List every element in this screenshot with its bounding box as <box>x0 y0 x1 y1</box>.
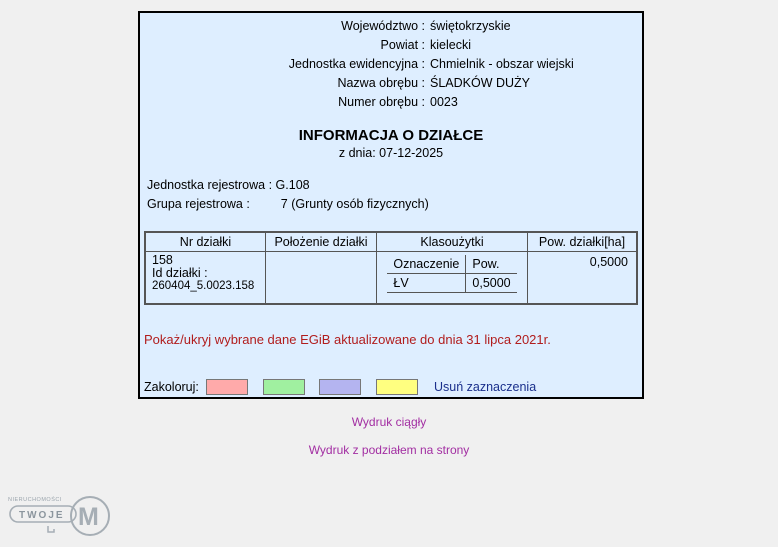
cell-plot-area: 0,5000 <box>528 252 638 305</box>
registration-unit <box>147 178 310 192</box>
cell-plot-number <box>145 252 266 305</box>
clear-selection-link[interactable]: Usuń zaznaczenia <box>434 380 537 394</box>
header-value: Chmielnik - obszar wiejski <box>430 57 574 71</box>
land-class-area: 0,5000 <box>466 274 517 293</box>
logo-word: TWOJE <box>19 510 65 521</box>
land-class-designation: ŁV <box>387 274 466 293</box>
header-row-county <box>140 36 642 54</box>
page-title: INFORMACJA O DZIAŁCE <box>298 127 484 144</box>
header-value: świętokrzyskie <box>430 19 511 33</box>
table-row <box>145 252 637 305</box>
registration-group-label: Grupa rejestrowa : <box>147 197 250 211</box>
header-row-precinct-name <box>140 74 642 92</box>
color-swatch-green[interactable] <box>263 379 305 395</box>
plots-table <box>144 231 638 305</box>
registration-unit-label: Jednostka rejestrowa : <box>147 178 273 192</box>
page-date: z dnia: 07-12-2025 <box>338 146 444 160</box>
color-swatch-yellow[interactable] <box>376 379 418 395</box>
header-label: Nazwa obrębu : <box>337 76 425 90</box>
land-class-header-area: Pow. <box>466 255 517 274</box>
column-header-location: Położenie działki <box>266 232 377 252</box>
plot-info-panel <box>138 11 644 399</box>
registration-group <box>147 197 429 211</box>
column-header-nr: Nr działki <box>145 232 266 252</box>
header-value: kielecki <box>430 38 471 52</box>
header-value: ŚLADKÓW DUŻY <box>430 76 531 90</box>
logo-small-text: NIERUCHOMOŚCI <box>8 497 62 503</box>
table-header-row <box>145 232 637 252</box>
header-label: Jednostka ewidencyjna : <box>288 57 425 71</box>
color-swatch-red[interactable] <box>206 379 248 395</box>
header-row-voivodeship <box>140 17 642 35</box>
land-class-row <box>387 274 516 293</box>
column-header-land-class: Klasoużytki <box>377 232 528 252</box>
plot-number: 158 <box>152 253 173 267</box>
print-continuous-link[interactable]: Wydruk ciągły <box>351 415 427 429</box>
header-row-precinct-number <box>140 93 642 111</box>
colorize-label: Zakoloruj: <box>144 380 199 394</box>
land-class-table <box>387 255 516 293</box>
header-row-unit <box>140 55 642 73</box>
header-label: Powiat : <box>380 38 425 52</box>
header-value: 0023 <box>430 95 458 109</box>
header-label: Numer obrębu : <box>338 95 425 109</box>
twoje-m-logo-icon <box>8 494 112 538</box>
registration-unit-value: G.108 <box>275 178 310 192</box>
land-class-header-row <box>387 255 516 274</box>
plot-id-label: Id działki : <box>152 266 208 280</box>
column-header-area: Pow. działki[ha] <box>528 232 638 252</box>
land-class-header-designation: Oznaczenie <box>387 255 466 274</box>
print-paged-link[interactable]: Wydruk z podziałem na strony <box>308 443 470 457</box>
logo-letter: M <box>78 503 99 531</box>
header-label: Województwo : <box>341 19 425 33</box>
cell-land-class <box>377 252 528 305</box>
egib-toggle-link[interactable]: Pokaż/ukryj wybrane dane EGiB aktualizowane do dnia 31 lipca 2021r. <box>144 332 551 347</box>
cell-location <box>266 252 377 305</box>
plot-id-value: 260404_5.0023.158 <box>152 280 255 292</box>
registration-group-value: 7 (Grunty osób fizycznych) <box>280 197 429 211</box>
color-swatch-blue[interactable] <box>319 379 361 395</box>
